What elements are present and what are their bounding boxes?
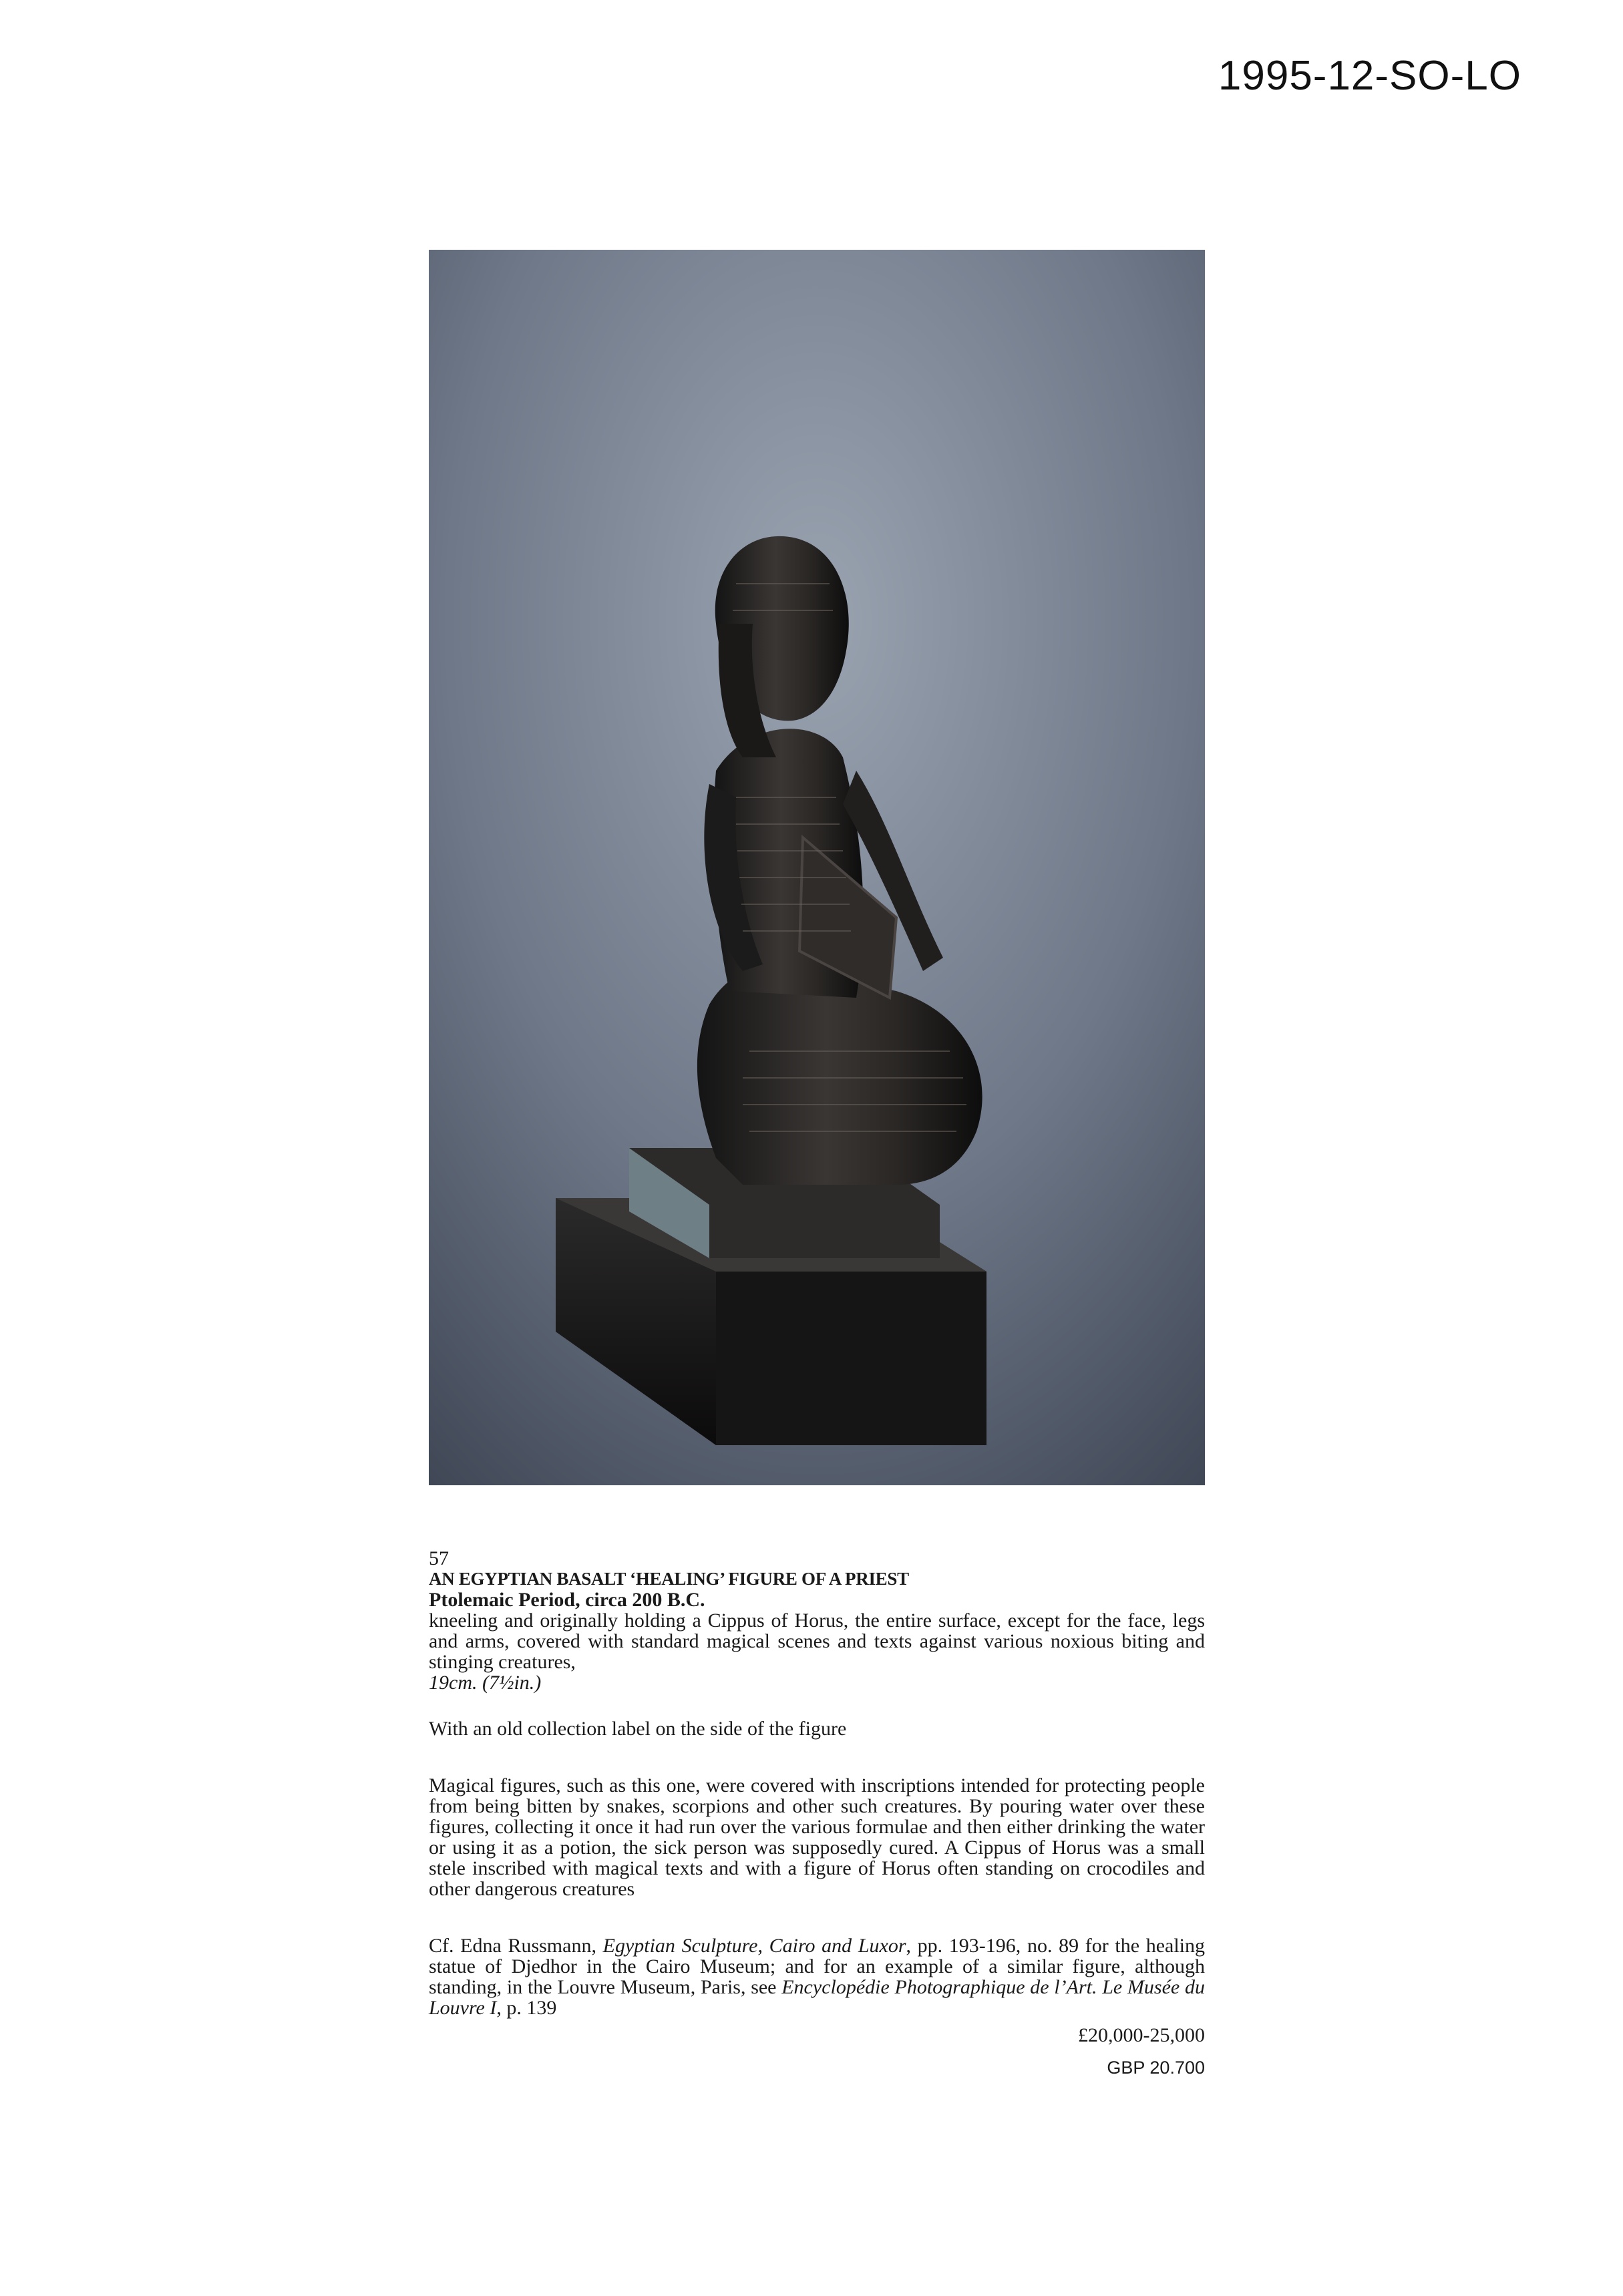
reference-book-title-1: Egyptian Sculpture, Cairo and Luxor bbox=[602, 1935, 906, 1957]
statue-photograph bbox=[429, 250, 1205, 1485]
hammer-price-gbp: GBP 20.700 bbox=[1107, 2058, 1205, 2078]
document-reference-code: 1995-12-SO-LO bbox=[1218, 53, 1521, 99]
collection-label-note: With an old collection label on the side of the figure bbox=[429, 1718, 847, 1740]
lot-number: 57 bbox=[429, 1547, 449, 1569]
lot-description: kneeling and originally holding a Cippus of Horus, the entire surface, except for the face, legs and arms, covered with standard magical scenes and texts against various noxious biting and stinging creatures, bbox=[429, 1609, 1205, 1673]
lot-commentary: Magical figures, such as this one, were covered with inscriptions intended for protecting people from being bitten by snakes, scorpions and other such creatures. By pouring water over these figures, collecting it once it had run over the various formulae and then either drinking the water or using it as a potion, the sick person was supposedly cured. A Cippus of Horus was a small stele inscribed with magical texts and with a figure of Horus often standing on crocodiles and other dangerous creatures bbox=[429, 1774, 1205, 1900]
lot-period: Ptolemaic Period, circa 200 B.C. bbox=[429, 1589, 705, 1611]
bibliographic-reference bbox=[429, 1935, 1205, 2018]
reference-suffix: , p. 139 bbox=[496, 1997, 557, 2019]
reference-prefix: Cf. Edna Russmann, bbox=[429, 1935, 603, 1957]
lot-title: AN EGYPTIAN BASALT ‘HEALING’ FIGURE OF A PRIEST bbox=[429, 1569, 909, 1589]
reference-book-title-2: Encyclopédie Photographique de l’Art. Le Musée du Louvre I bbox=[429, 1976, 1205, 2019]
statue-image bbox=[429, 250, 1205, 1485]
lot-dimensions bbox=[429, 1672, 1205, 1693]
lot-dimensions-text: 19cm. (7½in.) bbox=[429, 1672, 542, 1694]
catalogue-entry bbox=[429, 1548, 1205, 2078]
reference-middle: , pp. 193-196, no. 89 for the healing statue of Djedhor in the Cairo Museum; and for an example of a similar figure, although standing, in the Louvre Museum, Paris, see bbox=[429, 1935, 1206, 1998]
price-estimate: £20,000-25,000 bbox=[1078, 2024, 1205, 2046]
